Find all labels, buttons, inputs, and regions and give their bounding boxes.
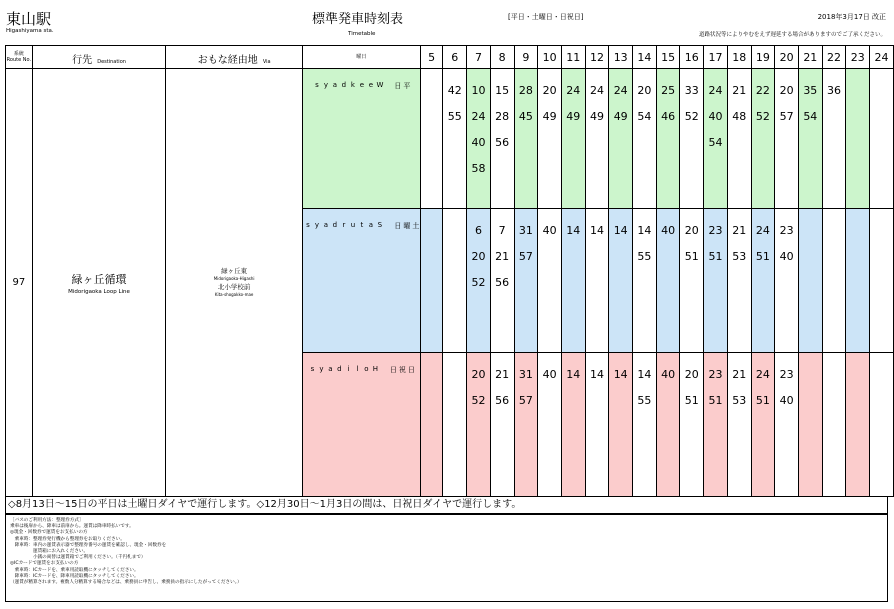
hour-cell xyxy=(656,353,680,497)
route-no-header-en: Route No. xyxy=(6,57,32,63)
hour-header: 22 xyxy=(822,46,846,69)
hour-cell xyxy=(751,69,775,209)
departure-minute: 49 xyxy=(589,110,604,123)
hour-cell xyxy=(727,353,751,497)
hour-cell xyxy=(609,209,633,353)
usage-note-line: （運賃が精算されます。複数人分精算する場合などは、乗務員に申告し、乗務員の指示にしたがってください。） xyxy=(10,580,242,586)
hour-cell xyxy=(420,209,443,353)
hour-cell xyxy=(490,209,514,353)
hour-cell xyxy=(751,353,775,497)
hour-cell xyxy=(704,69,728,209)
hour-header: 5 xyxy=(420,46,443,69)
hour-cell xyxy=(609,69,633,209)
departure-minute: 15 xyxy=(495,84,510,97)
hour-cell xyxy=(609,353,633,497)
hour-cell xyxy=(585,353,609,497)
departure-minute: 24 xyxy=(589,84,604,97)
departure-minute: 14 xyxy=(589,368,604,381)
hour-cell xyxy=(538,353,562,497)
hour-header: 13 xyxy=(609,46,633,69)
hour-cell xyxy=(561,209,585,353)
departure-minute: 24 xyxy=(613,84,628,97)
departure-minute: 20 xyxy=(471,250,486,263)
hour-cell xyxy=(822,69,846,209)
departure-minute: 56 xyxy=(495,276,510,289)
departure-minute: 33 xyxy=(684,84,699,97)
departure-minute: 35 xyxy=(803,84,818,97)
departure-minute: 40 xyxy=(779,394,794,407)
hour-header: 7 xyxy=(467,46,491,69)
departure-minute: 21 xyxy=(732,224,747,237)
departure-minute: 28 xyxy=(518,84,533,97)
departure-minute: 51 xyxy=(684,394,699,407)
via-stop-name: 緑ヶ丘東 xyxy=(221,266,248,275)
departure-minute: 7 xyxy=(498,224,506,237)
departure-minute: 20 xyxy=(684,368,699,381)
hour-header: 16 xyxy=(680,46,704,69)
departure-minute: 53 xyxy=(732,250,747,263)
departure-minute: 48 xyxy=(732,110,747,123)
hour-cell xyxy=(798,209,822,353)
hour-cell xyxy=(633,69,657,209)
departure-minute: 49 xyxy=(613,110,628,123)
departure-minute: 40 xyxy=(661,224,676,237)
day-header: 曜日 xyxy=(302,46,420,69)
departure-minute: 56 xyxy=(495,136,510,149)
hour-cell xyxy=(846,209,870,353)
hour-cell xyxy=(704,209,728,353)
hour-cell xyxy=(870,209,894,353)
hour-header: 24 xyxy=(870,46,894,69)
departure-minute: 21 xyxy=(495,368,510,381)
route-no-header-jp: 系統 xyxy=(13,51,24,57)
departure-minute: 45 xyxy=(518,110,533,123)
hour-header: 19 xyxy=(751,46,775,69)
hour-header: 6 xyxy=(443,46,467,69)
departure-minute: 20 xyxy=(684,224,699,237)
hour-cell xyxy=(727,69,751,209)
operation-note: ◇8月13日〜15日の平日は土曜日ダイヤで運行します。◇12月30日〜1月3日の間は、日祝日ダイヤで運行します。 xyxy=(5,496,888,514)
departure-minute: 24 xyxy=(755,224,770,237)
hour-cell xyxy=(704,353,728,497)
departure-minute: 24 xyxy=(566,84,581,97)
departure-minute: 42 xyxy=(447,84,462,97)
hour-cell xyxy=(467,353,491,497)
usage-note-line: ◎現金・回数券で運賃をお支払いの方 xyxy=(10,530,88,536)
day-type-cell xyxy=(302,69,420,209)
usage-instructions xyxy=(5,514,888,602)
departure-minute: 55 xyxy=(447,110,462,123)
departure-minute: 22 xyxy=(755,84,770,97)
hour-cell xyxy=(775,69,799,209)
hour-cell xyxy=(443,69,467,209)
hour-cell xyxy=(538,209,562,353)
departure-minute: 56 xyxy=(495,394,510,407)
destination-header-jp: 行先 xyxy=(72,54,93,66)
departure-minute: 40 xyxy=(471,136,486,149)
day-type-label: 日 祝 日 H o l i d a y s xyxy=(308,365,416,373)
departure-minute: 20 xyxy=(779,84,794,97)
hour-header: 8 xyxy=(490,46,514,69)
departure-minute: 23 xyxy=(708,368,723,381)
hour-cell xyxy=(870,69,894,209)
hour-header: 10 xyxy=(538,46,562,69)
departure-minute: 14 xyxy=(566,224,581,237)
hour-cell xyxy=(585,209,609,353)
day-type-cell xyxy=(302,209,420,353)
destination-cell xyxy=(32,69,166,497)
departure-minute: 40 xyxy=(661,368,676,381)
departure-minute: 28 xyxy=(495,110,510,123)
hour-cell xyxy=(656,69,680,209)
destination-header-en: Destination xyxy=(97,58,126,65)
usage-note-line: 小銭の両替は運賃箱でご利用ください。（千円札まで） xyxy=(10,555,146,561)
departure-minute: 21 xyxy=(495,250,510,263)
departure-minute: 36 xyxy=(827,84,842,97)
hour-cell xyxy=(514,69,538,209)
via-header-en: Via xyxy=(262,58,271,65)
hour-cell xyxy=(443,209,467,353)
departure-minute: 23 xyxy=(779,368,794,381)
hour-cell xyxy=(538,69,562,209)
departure-minute: 20 xyxy=(637,84,652,97)
departure-minute: 25 xyxy=(661,84,676,97)
departure-minute: 58 xyxy=(471,162,486,175)
usage-note-line: ［バスのご利用方法：整理券方式］ xyxy=(10,518,84,523)
departure-minute: 40 xyxy=(779,250,794,263)
hour-header: 15 xyxy=(656,46,680,69)
hour-cell xyxy=(633,209,657,353)
departure-minute: 54 xyxy=(637,110,652,123)
via-header-jp: おもな経由地 xyxy=(197,54,258,66)
page-title-en: Timetable xyxy=(348,31,376,37)
hour-cell xyxy=(561,69,585,209)
hour-cell xyxy=(870,353,894,497)
via-stop-name: 北小学校前 xyxy=(217,282,251,291)
hour-cell xyxy=(467,209,491,353)
hour-cell xyxy=(585,69,609,209)
station-name-en: Higashiyama sta. xyxy=(6,28,54,34)
via-stop-name-en: Midorigaoka-Higashi xyxy=(213,275,255,281)
hour-cell xyxy=(420,69,443,209)
departure-minute: 51 xyxy=(755,394,770,407)
hour-cell xyxy=(680,353,704,497)
day-type-label: 平 日 W e e k d a y s xyxy=(312,81,411,89)
hour-cell xyxy=(467,69,491,209)
timetable-body xyxy=(6,69,894,497)
hour-cell xyxy=(798,353,822,497)
hour-header: 14 xyxy=(633,46,657,69)
departure-minute: 51 xyxy=(708,250,723,263)
departure-minute: 55 xyxy=(637,394,652,407)
departure-minute: 55 xyxy=(637,250,652,263)
departure-minute: 14 xyxy=(613,224,628,237)
destination-header xyxy=(32,46,166,69)
departure-minute: 57 xyxy=(518,250,533,263)
header-row xyxy=(6,46,894,69)
hour-cell xyxy=(727,209,751,353)
hour-cell xyxy=(514,209,538,353)
hour-header: 20 xyxy=(775,46,799,69)
hour-cell xyxy=(680,69,704,209)
day-row xyxy=(6,69,894,209)
departure-minute: 51 xyxy=(708,394,723,407)
departure-minute: 40 xyxy=(542,368,557,381)
usage-note-line: ◎ICカードで運賃をお支払いの方 xyxy=(10,561,79,567)
page-title: 標準発車時刻表 xyxy=(312,12,404,27)
destination-name-en: Midorigaoka Loop Line xyxy=(68,288,130,295)
hour-cell xyxy=(514,353,538,497)
departure-minute: 40 xyxy=(542,224,557,237)
departure-minute: 24 xyxy=(708,84,723,97)
hour-cell xyxy=(443,353,467,497)
hour-cell xyxy=(490,353,514,497)
departure-minute: 24 xyxy=(755,368,770,381)
delay-note: 道路状況等によりやむをえず遅延する場合がありますのでご了承ください。 xyxy=(698,32,886,38)
destination-name: 緑ヶ丘循環 xyxy=(71,272,127,286)
departure-minute: 46 xyxy=(661,110,676,123)
day-type-cell xyxy=(302,353,420,497)
hour-cell xyxy=(822,353,846,497)
hour-cell xyxy=(822,209,846,353)
hour-cell xyxy=(751,209,775,353)
hour-header: 23 xyxy=(846,46,870,69)
departure-minute: 21 xyxy=(732,84,747,97)
hour-header: 17 xyxy=(704,46,728,69)
usage-note-line: 降車時：車内の運賃表示器で整理券番号の運賃を確認し、現金・回数券を xyxy=(10,542,167,548)
departure-minute: 14 xyxy=(566,368,581,381)
hour-cell xyxy=(846,353,870,497)
departure-minute: 57 xyxy=(779,110,794,123)
departure-minute: 31 xyxy=(518,368,533,381)
hour-cell xyxy=(633,353,657,497)
usage-note-line: 運賃箱にお入れください。 xyxy=(10,549,89,555)
departure-minute: 57 xyxy=(518,394,533,407)
hour-header: 12 xyxy=(585,46,609,69)
route-no-header xyxy=(6,46,33,69)
via-cell xyxy=(166,69,303,497)
day-type-label: 土 曜 日 S a t u r d a y s xyxy=(303,221,420,229)
hour-cell xyxy=(656,209,680,353)
hour-cell xyxy=(775,209,799,353)
hour-cell xyxy=(680,209,704,353)
usage-note-line: 降車時：ICカードを、降車用読取機にタッチしてください。 xyxy=(10,573,139,579)
hour-header: 9 xyxy=(514,46,538,69)
departure-minute: 14 xyxy=(637,368,652,381)
departure-minute: 20 xyxy=(542,84,557,97)
hour-cell xyxy=(490,69,514,209)
departure-minute: 52 xyxy=(755,110,770,123)
usage-note-line: 乗車は後扉から、降車は前扉から。運賃は降車時払いです。 xyxy=(10,524,134,530)
departure-minute: 23 xyxy=(708,224,723,237)
departure-minute: 51 xyxy=(755,250,770,263)
hour-cell xyxy=(775,353,799,497)
timetable xyxy=(5,45,894,497)
departure-minute: 52 xyxy=(471,394,486,407)
departure-minute: 53 xyxy=(732,394,747,407)
hour-header: 21 xyxy=(798,46,822,69)
via-header xyxy=(166,46,303,69)
departure-minute: 54 xyxy=(708,136,723,149)
route-number: 97 xyxy=(6,69,33,497)
hour-header: 18 xyxy=(727,46,751,69)
departure-minute: 31 xyxy=(518,224,533,237)
departure-minute: 52 xyxy=(684,110,699,123)
hour-cell xyxy=(561,353,585,497)
revision-date: 2018年3月17日 改正 xyxy=(817,13,886,21)
hour-header: 11 xyxy=(561,46,585,69)
departure-minute: 49 xyxy=(566,110,581,123)
via-stop-name-en: Kita-shogakko-mae xyxy=(214,291,254,297)
departure-minute: 21 xyxy=(732,368,747,381)
departure-minute: 54 xyxy=(803,110,818,123)
departure-minute: 40 xyxy=(708,110,723,123)
departure-minute: 49 xyxy=(542,110,557,123)
hour-cell xyxy=(420,353,443,497)
hour-cell xyxy=(798,69,822,209)
departure-minute: 51 xyxy=(684,250,699,263)
departure-minute: 52 xyxy=(471,276,486,289)
hour-cell xyxy=(846,69,870,209)
usage-note-line: 乗車時：ICカードを、乗車用読取機にタッチしてください。 xyxy=(10,567,139,573)
departure-minute: 20 xyxy=(471,368,486,381)
usage-note-line: 乗車時：整理券発行機から整理券をお取りください。 xyxy=(10,536,125,542)
station-name: 東山駅 xyxy=(6,10,52,28)
departure-minute: 14 xyxy=(637,224,652,237)
departure-minute: 10 xyxy=(471,84,486,97)
day-types-label: [平日・土曜日・日祝日] xyxy=(508,13,584,21)
departure-minute: 14 xyxy=(589,224,604,237)
departure-minute: 14 xyxy=(613,368,628,381)
departure-minute: 24 xyxy=(471,110,486,123)
departure-minute: 23 xyxy=(779,224,794,237)
departure-minute: 6 xyxy=(474,224,482,237)
